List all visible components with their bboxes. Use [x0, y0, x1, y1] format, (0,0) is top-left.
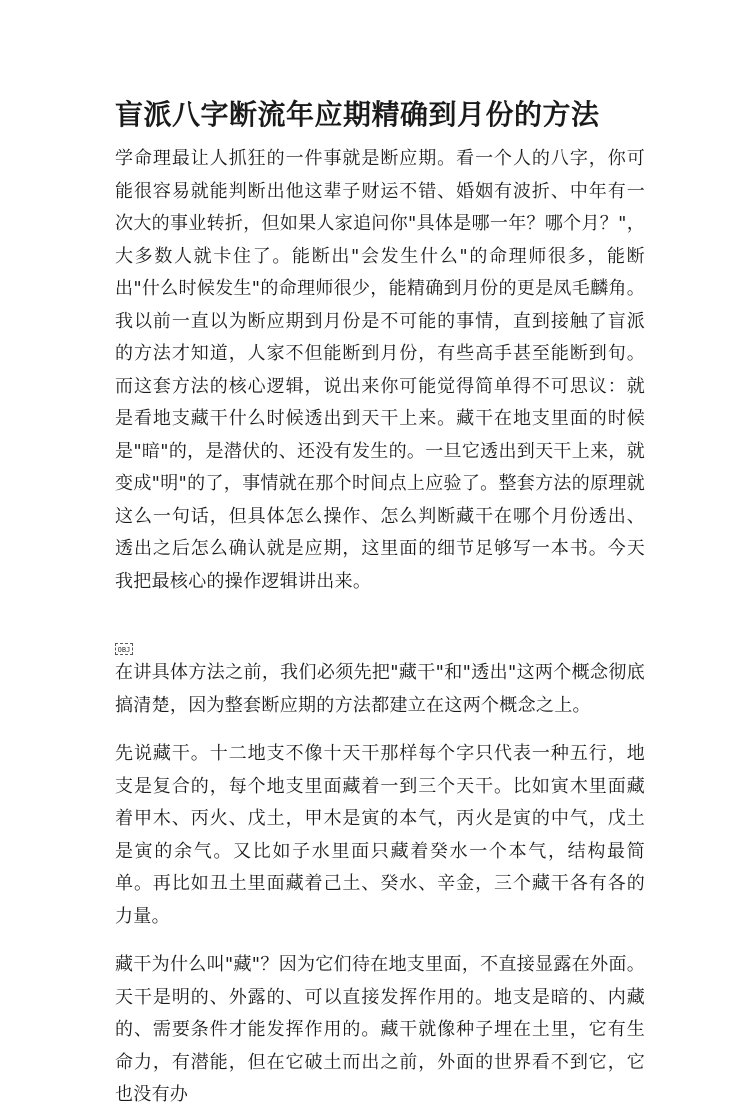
paragraph-intro: 学命理最让人抓狂的一件事就是断应期。看一个人的八字，你可能很容易就能判断出他这辈子财运不错、婚姻有波折、中年有一次大的事业转折，但如果人家追问你"具体是哪一年？哪个月？"，大多数人就卡住了。能断出"会发生什么"的命理师很多，能断出"什么时候发生"的命理师很少，能精确到月份的更是凤毛麟角。我以前一直以为断应期到月份是不可能的事情，直到接触了盲派的方法才知道，人家不但能断到月份，有些高手甚至能断到旬。而这套方法的核心逻辑，说出来你可能觉得简单得不可思议：就是看地支藏干什么时候透出到天干上来。藏干在地支里面的时候是"暗"的，是潜伏的、还没有发生的。一旦它透出到天干上来，就变成"明"的了，事情就在那个时间点上应验了。整套方法的原理就这么一句话，但具体怎么操作、怎么判断藏干在哪个月份透出、透出之后怎么确认就是应期，这里面的细节足够写一本书。今天我把最核心的操作逻辑讲出来。 [115, 148, 645, 592]
paragraph-why-cang: 藏干为什么叫"藏"？因为它们待在地支里面，不直接显露在外面。天干是明的、外露的、可以直接发挥作用的。地支是暗的、内藏的、需要条件才能发挥作用的。藏干就像种子埋在土里，它有生命力，有潜能，但在它破土而出之前，外面的世界看不到它，它也没有办 [115, 954, 645, 1105]
object-placeholder-icon: OBJ [115, 643, 133, 655]
paragraph-canggan: 先说藏干。十二地支不像十天干那样每个字只代表一种五行，地支是复合的，每个地支里面藏着一到三个天干。比如寅木里面藏着甲木、丙火、戊土，甲木是寅的本气，丙火是寅的中气，戊土是寅的余气。又比如子水里面只藏着癸水一个本气，结构最简单。再比如丑土里面藏着己土、癸水、辛金，三个藏干各有各的力量。 [115, 743, 645, 927]
article-title: 盲派八字断流年应期精确到月份的方法 [115, 98, 600, 131]
paragraph-concepts: 在讲具体方法之前，我们必须先把"藏干"和"透出"这两个概念彻底搞清楚，因为整套断应期的方法都建立在这两个概念之上。 [115, 662, 645, 716]
document-page [115, 95, 645, 1112]
